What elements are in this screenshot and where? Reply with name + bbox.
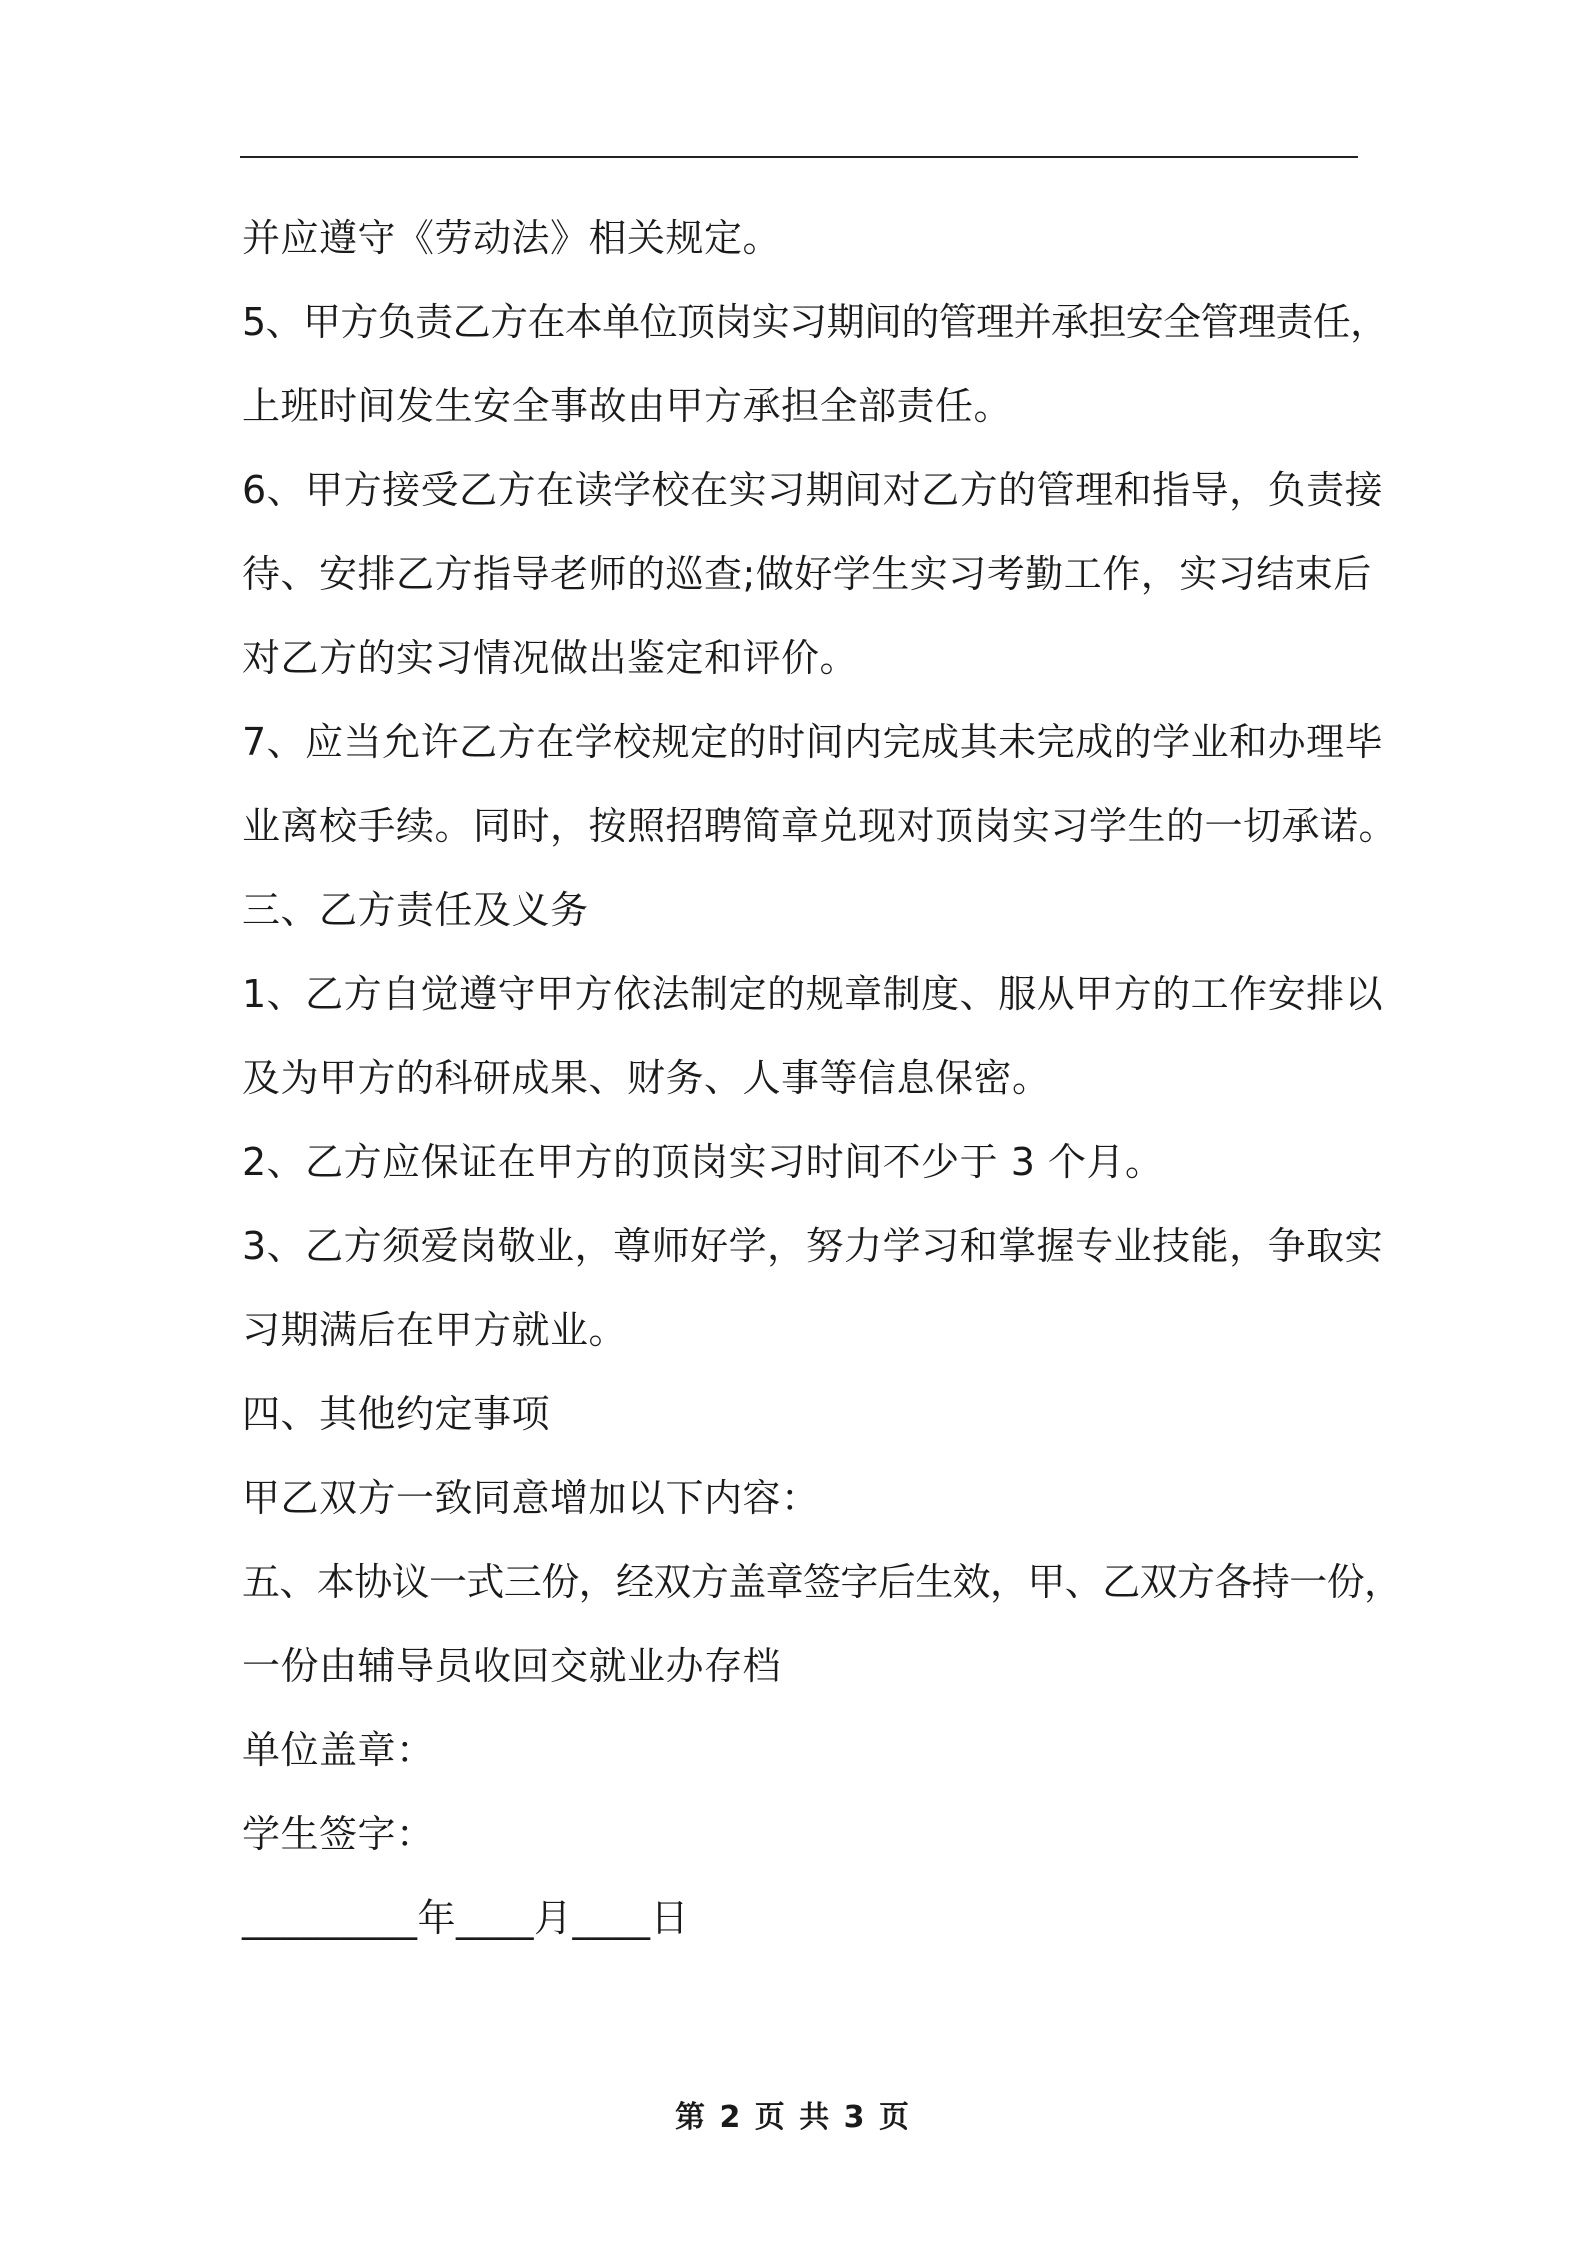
text-line: 1、乙方自觉遵守甲方依法制定的规章制度、服从甲方的工作安排以 [242,972,1384,1016]
text-line: 业离校手续。同时，按照招聘简章兑现对顶岗实习学生的一切承诺。 [242,804,1398,848]
text-line: 5、甲方负责乙方在本单位顶岗实习期间的管理并承担安全管理责任， [242,300,1388,344]
text-line: 3、乙方须爱岗敬业，尊师好学，努力学习和掌握专业技能，争取实 [242,1224,1384,1268]
signature-field-label: 学生签字： [242,1812,435,1856]
page-number: 第 2 页 共 3 页 [675,2100,911,2135]
seal-field-label: 单位盖章： [242,1728,435,1772]
text-line: 待、安排乙方指导老师的巡查;做好学生实习考勤工作，实习结束后 [242,552,1372,596]
document-body [242,196,1402,1960]
text-line: 甲乙双方一致同意增加以下内容： [242,1476,820,1520]
header-rule [240,156,1358,158]
text-line: 上班时间发生安全事故由甲方承担全部责任。 [242,384,1013,428]
text-line: 一份由辅导员收回交就业办存档 [242,1644,782,1688]
text-line: 并应遵守《劳动法》相关规定。 [242,216,782,260]
text-line: 2、乙方应保证在甲方的顶岗实习时间不少于 3 个月。 [242,1140,1164,1184]
text-line: 对乙方的实习情况做出鉴定和评价。 [242,636,859,680]
text-line: 6、甲方接受乙方在读学校在实习期间对乙方的管理和指导，负责接 [242,468,1384,512]
text-line: 五、本协议一式三份，经双方盖章签字后生效，甲、乙双方各持一份， [242,1560,1402,1604]
section-heading: 四、其他约定事项 [242,1392,551,1436]
text-line: 7、应当允许乙方在学校规定的时间内完成其未完成的学业和办理毕 [242,720,1384,764]
date-field: _________年____月____日 [242,1896,690,1940]
text-line: 习期满后在甲方就业。 [242,1308,628,1352]
section-heading: 三、乙方责任及义务 [242,888,589,932]
text-line: 及为甲方的科研成果、财务、人事等信息保密。 [242,1056,1051,1100]
